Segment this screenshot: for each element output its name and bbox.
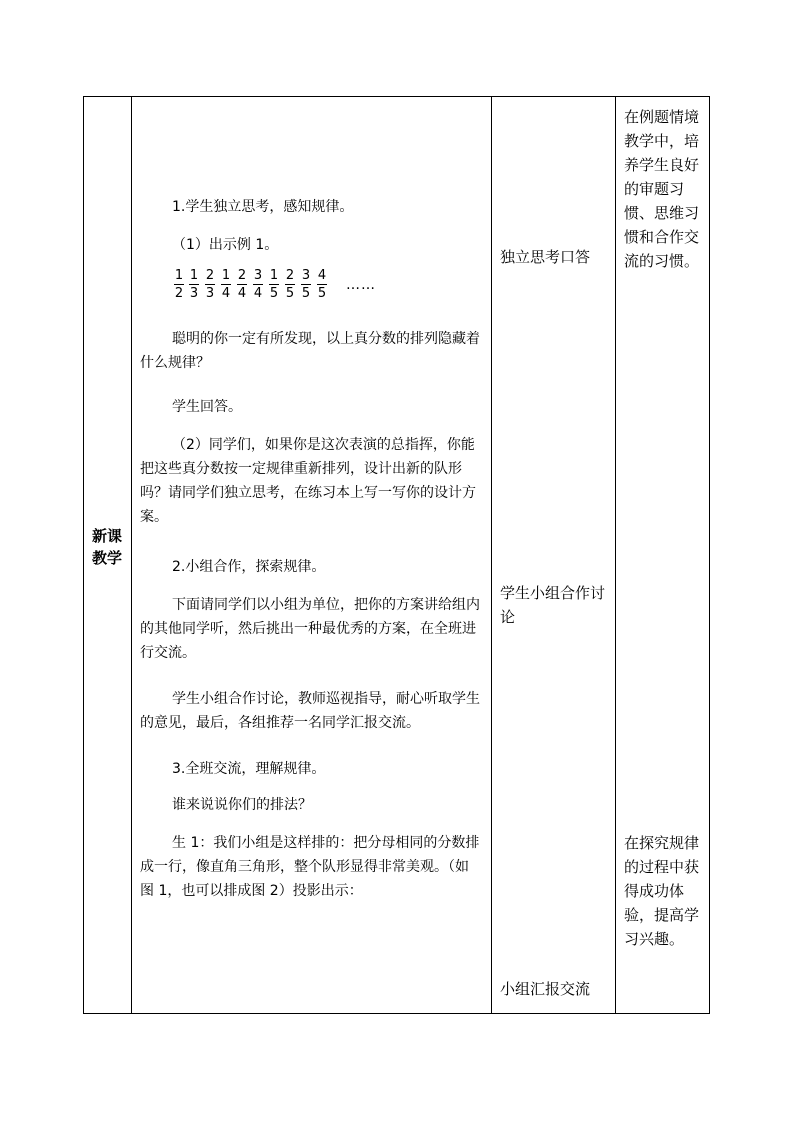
group-discussion: 学生小组合作讨论，教师巡视指导，耐心听取学生的意见，最后，各组推荐一名同学汇报交流。	[140, 691, 480, 731]
fraction: 1 3	[189, 268, 199, 301]
activity-report: 小组汇报交流	[500, 980, 591, 998]
activity-independent: 独立思考口答	[500, 248, 591, 266]
fraction: 3 5	[301, 268, 311, 301]
students-answer: 学生回答。	[172, 399, 242, 415]
question-1: 聪明的你一定有所发现，以上真分数的排列隐藏着什么规律？	[140, 331, 480, 371]
note-1: 在例题情境教学中，培养学生良好的审题习惯、思维习惯和合作交流的习惯。	[624, 108, 700, 270]
section-label: 新课教学	[92, 527, 123, 567]
step1-heading: 1.学生独立思考，感知规律。	[172, 199, 354, 215]
fraction: 1 2	[174, 268, 184, 301]
fraction: 2 3	[205, 268, 215, 301]
note-2: 在探究规律的过程中获得成功体验，提高学习兴趣。	[624, 834, 700, 948]
student-1-answer: 生 1：我们小组是这样排的：把分母相同的分数排成一行，像直角三角形，整个队形显得非常美观。（如图 1，也可以排成图 2）投影出示：	[140, 835, 480, 899]
ellipsis: ……	[346, 277, 376, 293]
fraction: 1 5	[269, 268, 279, 301]
step3-heading: 3.全班交流，理解规律。	[172, 761, 326, 777]
fraction: 1 4	[221, 268, 231, 301]
example-intro: （1）出示例 1。	[172, 237, 279, 253]
fraction: 2 4	[237, 268, 247, 301]
fraction: 2 5	[285, 268, 295, 301]
teaching-content	[132, 97, 491, 1013]
lesson-table	[83, 96, 710, 1014]
activity-column	[492, 97, 615, 1013]
notes-column	[616, 97, 709, 1013]
task-2: （2）同学们，如果你是这次表演的总指挥，你能把这些真分数按一定规律重新排列，设计出新的队形吗？请同学们独立思考，在练习本上写一写你的设计方案。	[140, 437, 476, 525]
group-instruction: 下面请同学们以小组为单位，把你的方案讲给组内的其他同学听，然后挑出一种最优秀的方案，在全班进行交流。	[140, 597, 480, 661]
step2-heading: 2.小组合作，探索规律。	[172, 559, 326, 575]
who-speaks: 谁来说说你们的排法？	[172, 797, 312, 813]
fraction: 4 5	[317, 268, 327, 301]
activity-group: 学生小组合作讨论	[500, 584, 606, 626]
fraction: 3 4	[253, 268, 263, 301]
